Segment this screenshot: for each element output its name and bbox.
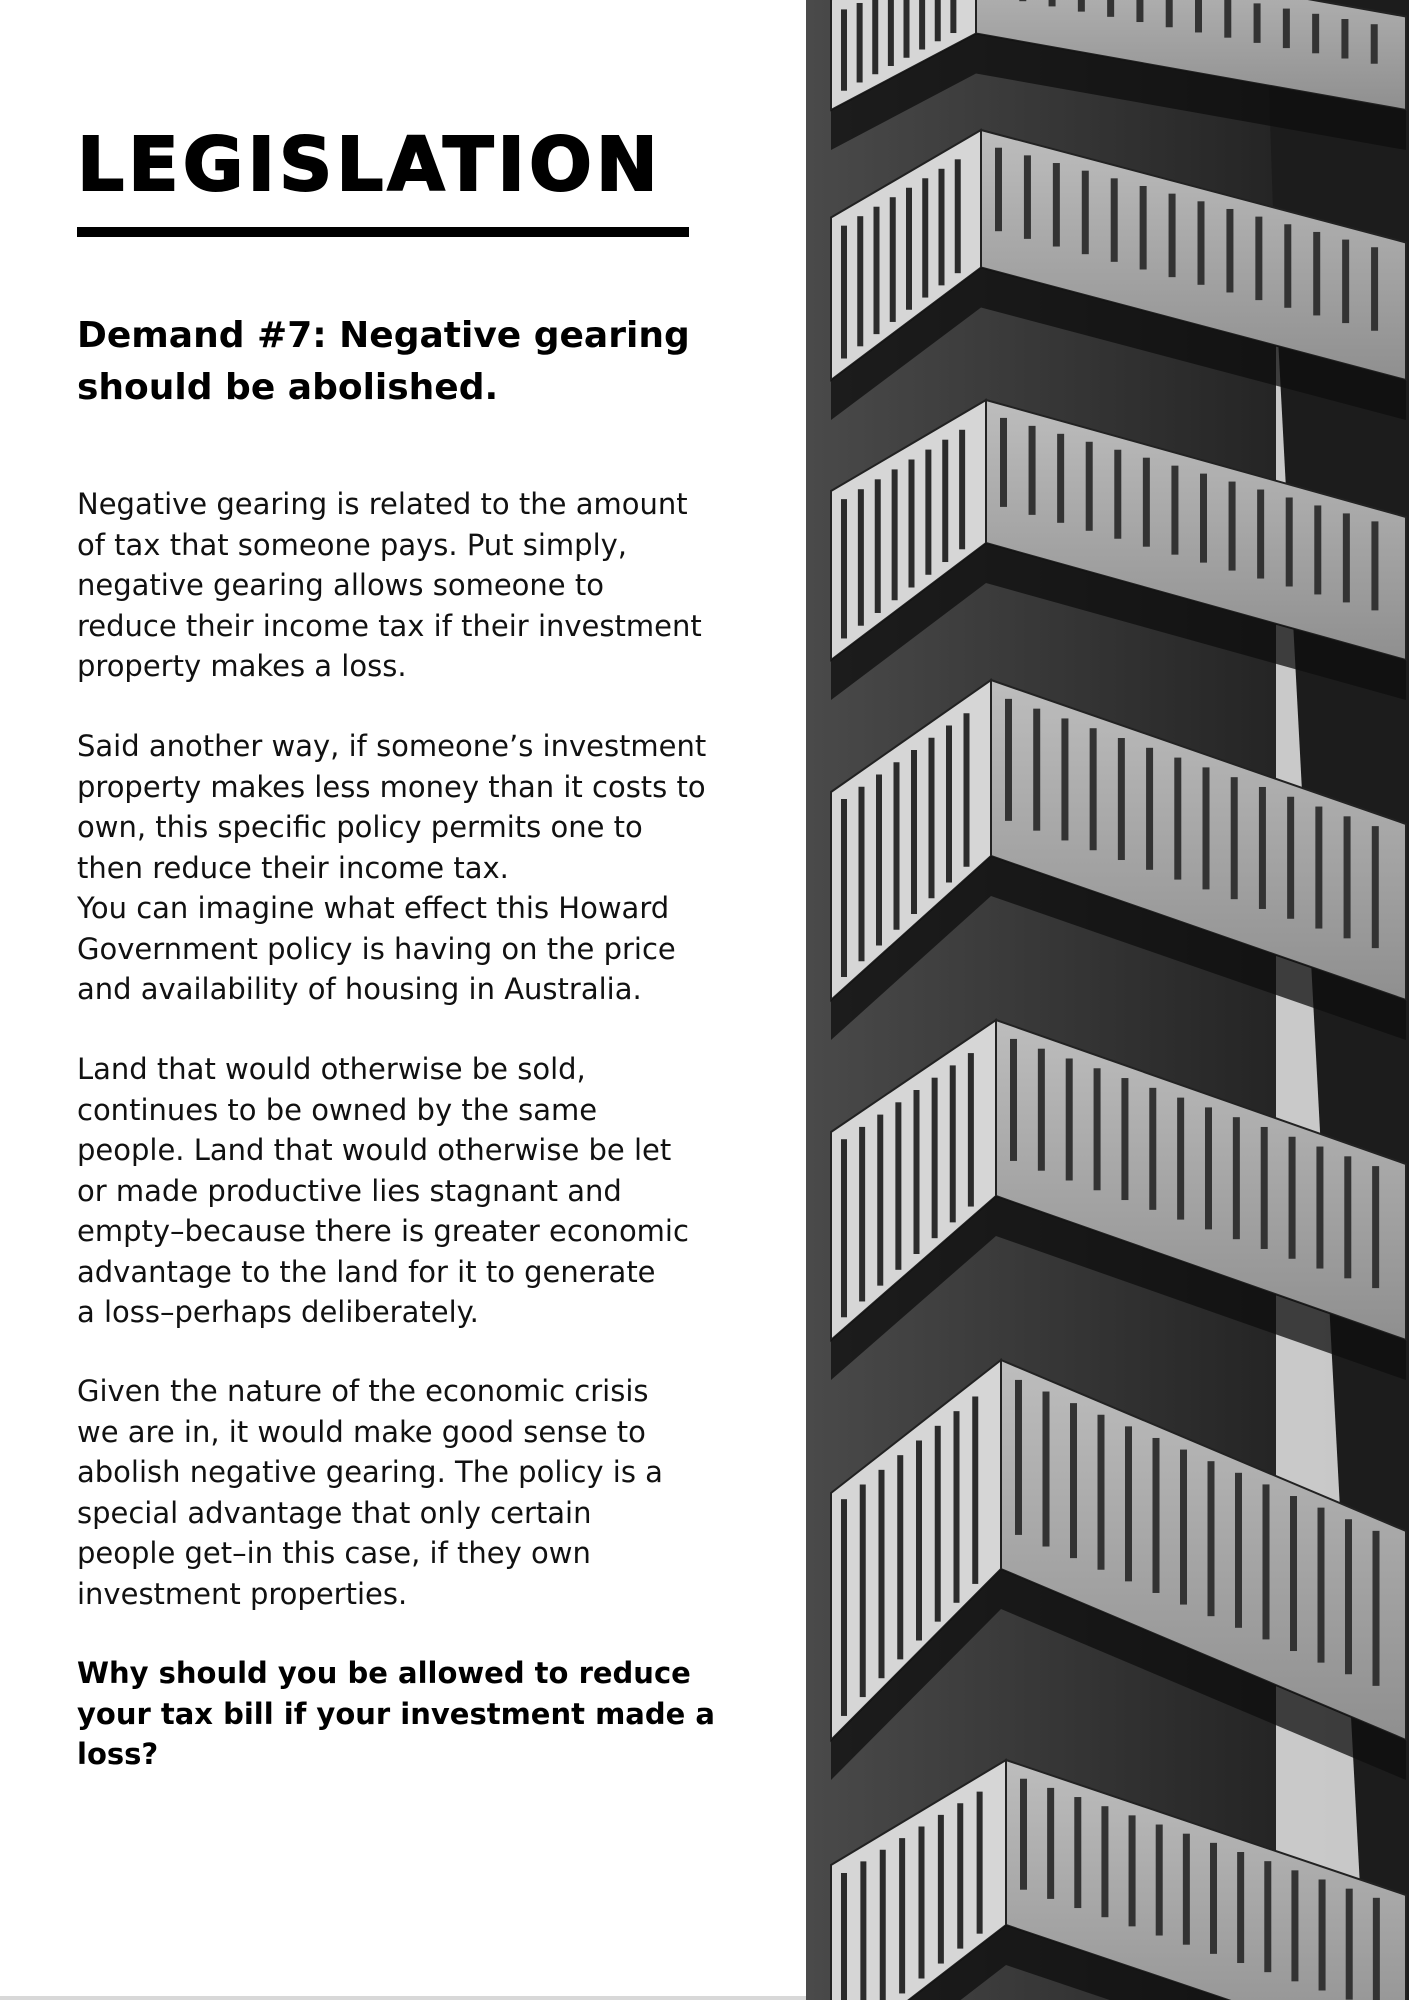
page-title: LEGISLATION xyxy=(77,122,662,208)
paragraph-land xyxy=(77,1049,717,1333)
paragraph-line: own, this specific policy permits one to xyxy=(77,810,643,844)
paragraph-line: property makes less money than it costs to xyxy=(77,769,706,804)
paragraph-line: Said another way, if someone’s investment xyxy=(77,729,707,763)
paragraph-line: Land that would otherwise be sold, xyxy=(77,1052,586,1086)
paragraph-crisis xyxy=(77,1371,717,1614)
title-underline xyxy=(77,227,689,237)
demand-heading-line: Demand #7: Negative gearing xyxy=(77,315,690,356)
paragraph-line: Negative gearing is related to the amount xyxy=(77,487,688,521)
paragraph-line: You can imagine what effect this Howard xyxy=(77,891,670,925)
paragraph-definition xyxy=(77,484,717,687)
paragraph-line: then reduce their income tax. xyxy=(77,850,509,885)
paragraph-explanation xyxy=(77,726,717,1010)
building-balconies-photo xyxy=(806,0,1409,2000)
paragraph-line: reduce their income tax if their investment xyxy=(77,608,702,643)
question-line: Why should you be allowed to reduce xyxy=(77,1656,691,1690)
text-column xyxy=(77,0,717,2000)
paragraph-line: special advantage that only certain xyxy=(77,1495,592,1530)
paragraph-line: continues to be owned by the same xyxy=(77,1092,598,1127)
paragraph-line: or made productive lies stagnant and xyxy=(77,1173,622,1208)
question-line: loss? xyxy=(77,1737,159,1771)
question-line: your tax bill if your investment made a xyxy=(77,1696,715,1731)
paragraph-line: negative gearing allows someone to xyxy=(77,568,604,602)
demand-heading xyxy=(77,310,697,414)
paragraph-line: of tax that someone pays. Put simply, xyxy=(77,527,628,562)
paragraph-line: people get–in this case, if they own xyxy=(77,1536,591,1570)
paragraph-line: advantage to the land for it to generate xyxy=(77,1254,656,1289)
paragraph-line: Government policy is having on the price xyxy=(77,931,676,966)
bottom-divider xyxy=(0,1996,806,2000)
closing-question xyxy=(77,1653,715,1775)
building-illustration xyxy=(806,0,1409,2000)
paragraph-line: property makes a loss. xyxy=(77,649,407,683)
paragraph-line: Given the nature of the economic crisis xyxy=(77,1374,649,1408)
paragraph-line: people. Land that would otherwise be let xyxy=(77,1133,672,1167)
paragraph-line: abolish negative gearing. The policy is a xyxy=(77,1455,663,1489)
paragraph-line: and availability of housing in Australia. xyxy=(77,972,642,1006)
paragraph-line: we are in, it would make good sense to xyxy=(77,1414,646,1449)
paragraph-line: investment properties. xyxy=(77,1576,408,1611)
demand-heading-line: should be abolished. xyxy=(77,367,499,408)
paragraph-line: a loss–perhaps deliberately. xyxy=(77,1295,479,1329)
paragraph-line: empty–because there is greater economic xyxy=(77,1214,689,1248)
